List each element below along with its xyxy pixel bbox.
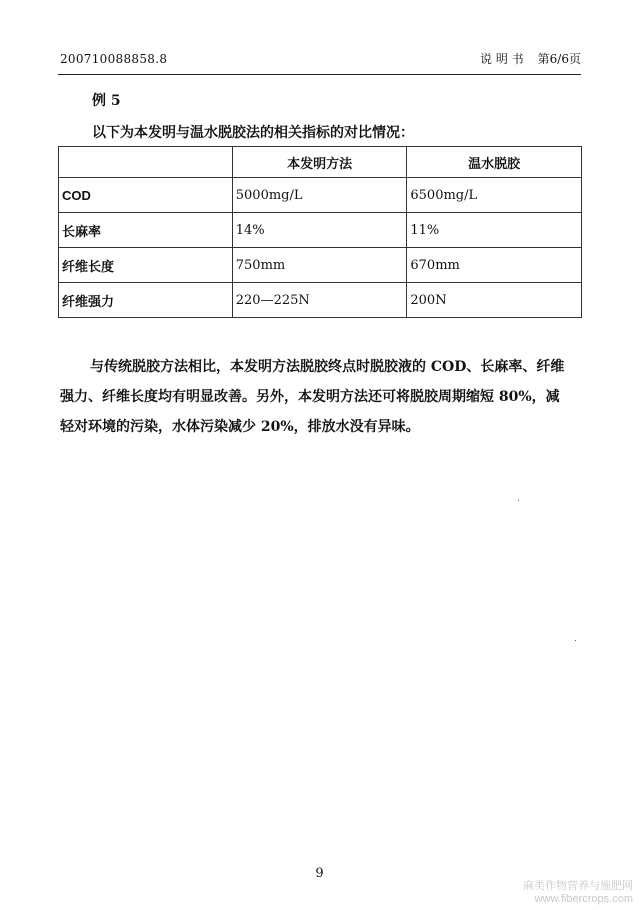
paragraph-line: 轻对环境的污染，水体污染减少 20%，排放水没有异味。 bbox=[60, 419, 420, 435]
row-label: 纤维强力 bbox=[59, 283, 233, 318]
row-label: COD bbox=[59, 178, 233, 213]
row-label: 纤维长度 bbox=[59, 248, 233, 283]
page-label: 第6/6页 bbox=[537, 52, 581, 66]
table-header-cell: 温水脱胶 bbox=[407, 147, 582, 178]
page-number: 9 bbox=[315, 866, 324, 881]
table-cell: 5000mg/L bbox=[232, 178, 407, 213]
paragraph-line: 强力、纤维长度均有明显改善。另外，本发明方法还可将脱胶周期缩短 80%，减 bbox=[60, 389, 560, 405]
table-cell: 750mm bbox=[232, 248, 407, 283]
table-header-row bbox=[59, 147, 582, 178]
row-label: 长麻率 bbox=[59, 213, 233, 248]
table-row bbox=[59, 248, 582, 283]
paragraph-line: 与传统脱胶方法相比，本发明方法脱胶终点时脱胶液的 COD、长麻率、纤维 bbox=[90, 359, 565, 375]
comparison-table bbox=[58, 146, 582, 318]
table-header-cell: 本发明方法 bbox=[232, 147, 407, 178]
watermark bbox=[523, 880, 633, 906]
watermark-url: www.fibercrops.com bbox=[534, 893, 633, 905]
header-rule bbox=[58, 74, 581, 75]
table-cell: 200N bbox=[407, 283, 582, 318]
scan-speck bbox=[575, 640, 576, 641]
body-paragraph bbox=[60, 352, 582, 442]
table-header-cell bbox=[59, 147, 233, 178]
page-header-right bbox=[480, 50, 581, 67]
example-title: 例 5 bbox=[92, 93, 121, 109]
table-row bbox=[59, 213, 582, 248]
table-cell: 220—225N bbox=[232, 283, 407, 318]
table-cell: 670mm bbox=[407, 248, 582, 283]
doc-type-label: 说 明 书 bbox=[480, 52, 524, 66]
table-cell: 11% bbox=[407, 213, 582, 248]
intro-text: 以下为本发明与温水脱胶法的相关指标的对比情况： bbox=[92, 125, 414, 141]
table-cell: 14% bbox=[232, 213, 407, 248]
scan-speck bbox=[518, 500, 519, 501]
application-number: 200710088858.8 bbox=[60, 52, 168, 66]
table-row bbox=[59, 178, 582, 213]
watermark-title: 麻类作物营养与施肥网 bbox=[523, 880, 633, 892]
table-row bbox=[59, 283, 582, 318]
table-cell: 6500mg/L bbox=[407, 178, 582, 213]
